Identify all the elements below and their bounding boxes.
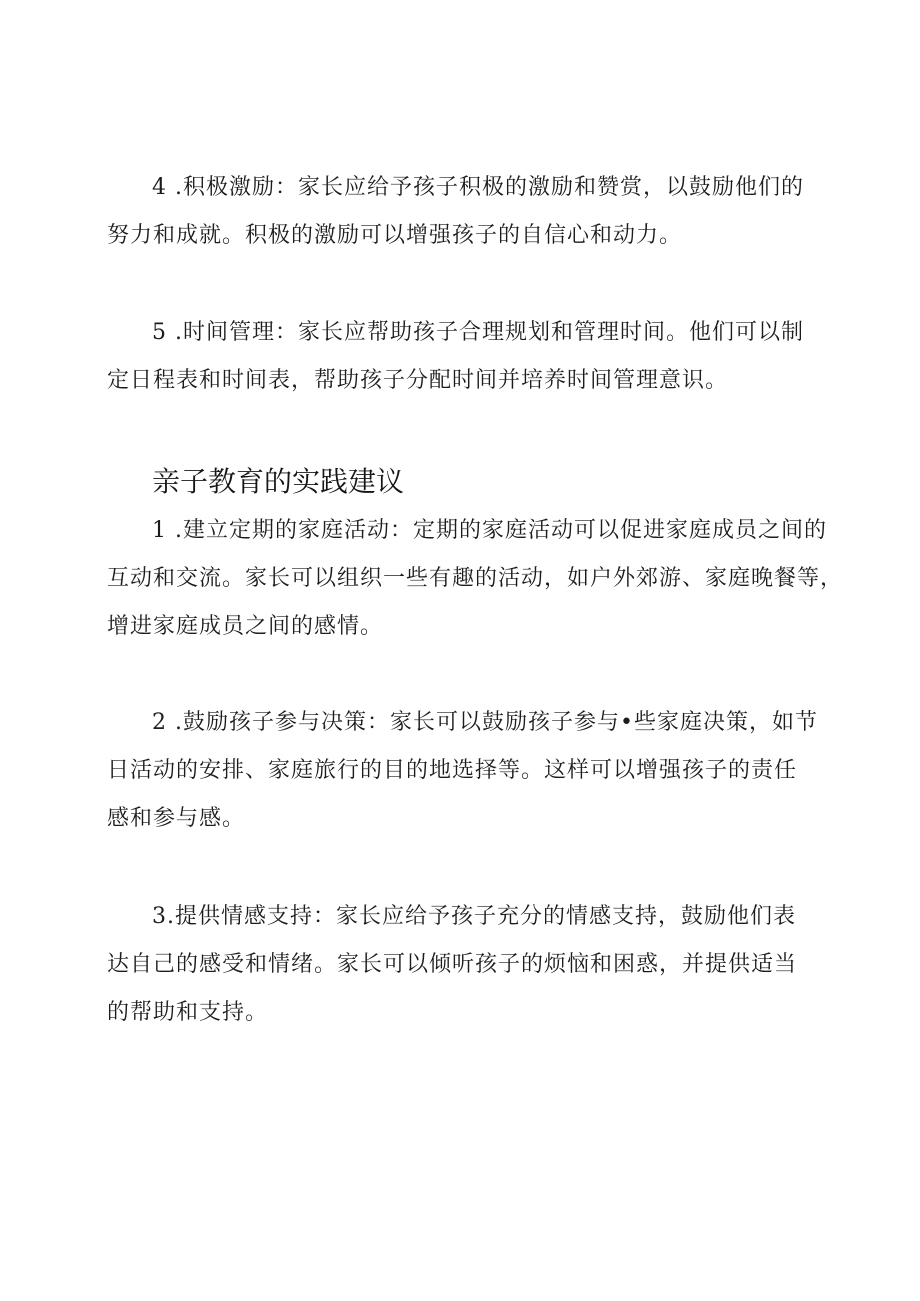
paragraph-line: 2 .鼓励孩子参与决策：家长可以鼓励孩子参与•些家庭决策，如节 [152, 710, 818, 735]
paragraph-line: 感和参与感。 [107, 806, 246, 831]
list-item-decision-making [107, 699, 847, 843]
paragraph-line: 5 .时间管理：家长应帮助孩子合理规划和管理时间。他们可以制 [152, 320, 804, 345]
paragraph-line: 日活动的安排、家庭旅行的目的地选择等。这样可以增强孩子的责任 [107, 758, 798, 783]
paragraph-line: 1 .建立定期的家庭活动：定期的家庭活动可以促进家庭成员之间的 [152, 518, 827, 543]
paragraph-line: 定日程表和时间表，帮助孩子分配时间并培养时间管理意识。 [107, 368, 729, 393]
paragraph-line: 努力和成就。积极的激励可以增强孩子的自信心和动力。 [107, 223, 683, 248]
list-item-time-management [107, 309, 847, 405]
paragraph-line: 互动和交流。家长可以组织一些有趣的活动，如户外郊游、家庭晚餐等， [107, 566, 844, 591]
paragraph-line: 4 .积极激励：家长应给予孩子积极的激励和赞赏，以鼓励他们的 [152, 175, 804, 200]
section-heading: 亲子教育的实践建议 [152, 465, 405, 498]
list-item-family-activities [107, 507, 847, 651]
list-item-emotional-support [107, 893, 847, 1037]
paragraph-line: 3.提供情感支持：家长应给予孩子充分的情感支持，鼓励他们表 [152, 904, 796, 929]
paragraph-line: 增进家庭成员之间的感情。 [107, 614, 384, 639]
paragraph-line: 的帮助和支持。 [107, 1000, 269, 1025]
list-item-positive-encouragement [107, 164, 847, 260]
paragraph-line: 达自己的感受和情绪。家长可以倾听孩子的烦恼和困惑，并提供适当 [107, 952, 798, 977]
